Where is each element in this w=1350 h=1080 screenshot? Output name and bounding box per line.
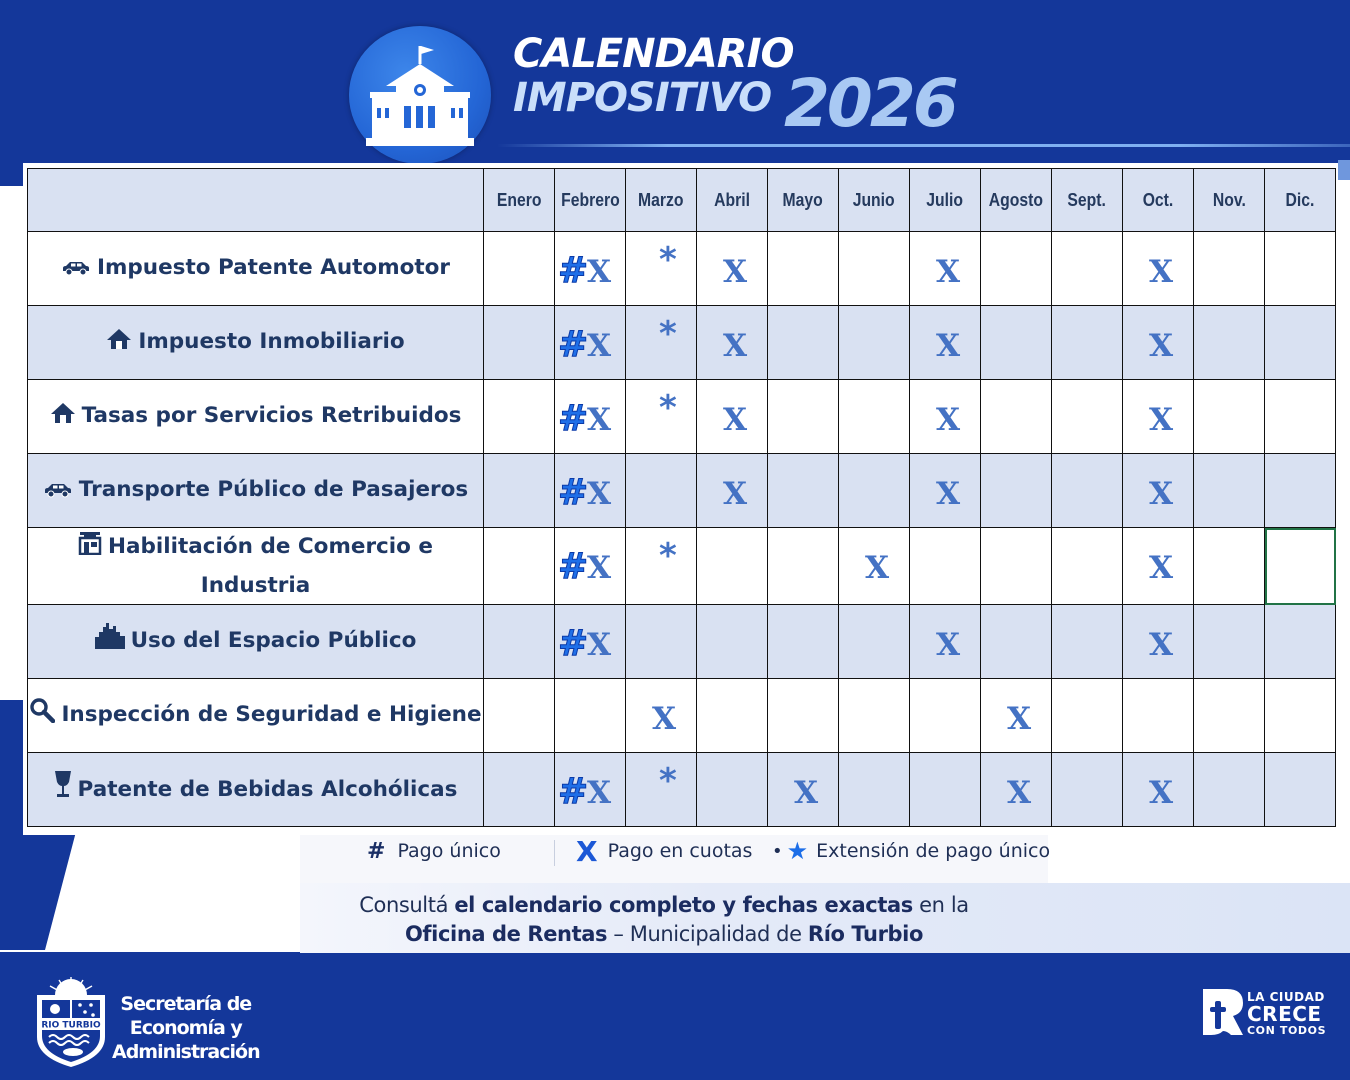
- schedule-cell-abril[interactable]: [697, 454, 768, 528]
- schedule-cell-agosto[interactable]: [981, 605, 1052, 679]
- schedule-cell-junio[interactable]: [839, 605, 910, 679]
- info-emphasis: el calendario completo y fechas exactas: [454, 893, 913, 917]
- schedule-cell-julio[interactable]: [910, 454, 981, 528]
- schedule-cell-febrero[interactable]: [555, 605, 626, 679]
- month-header-julio: [910, 169, 981, 232]
- schedule-cell-enero[interactable]: [484, 306, 555, 380]
- house-icon: [106, 325, 132, 362]
- asterisk-mark-icon: *: [659, 314, 677, 354]
- schedule-cell-abril[interactable]: [697, 306, 768, 380]
- schedule-cell-nov[interactable]: [1194, 528, 1265, 605]
- schedule-cell-dic[interactable]: [1265, 306, 1336, 380]
- tax-name: Transporte Público de Pasajeros: [78, 477, 469, 502]
- school-building-icon: [349, 26, 491, 164]
- schedule-cell-sept[interactable]: [1052, 454, 1123, 528]
- schedule-cell-julio[interactable]: [910, 306, 981, 380]
- storefront-icon: [78, 530, 102, 567]
- schedule-cell-nov[interactable]: [1194, 605, 1265, 679]
- tax-name: Impuesto Patente Automotor: [96, 255, 451, 280]
- month-header-dic: [1265, 169, 1336, 232]
- brand-slogan: [1247, 990, 1326, 1037]
- title-year: 2026: [784, 65, 956, 142]
- tax-name: Habilitación de Comercio e Industria: [107, 534, 433, 598]
- info-line-1: [300, 893, 1028, 917]
- month-label: Febrero: [560, 189, 620, 210]
- schedule-cell-mayo[interactable]: [768, 753, 839, 827]
- legend-label-extension: Extensión de pago único: [816, 840, 1051, 862]
- month-header-febrero: [555, 169, 626, 232]
- decor-left-tab: [0, 160, 23, 186]
- hash-mark-icon: #: [558, 546, 589, 587]
- x-mark-icon: X: [652, 701, 677, 737]
- schedule-cell-enero[interactable]: [484, 753, 555, 827]
- schedule-cell-junio[interactable]: [839, 232, 910, 306]
- x-mark-icon: X: [587, 254, 612, 290]
- month-header-junio: [839, 169, 910, 232]
- hash-mark-icon: #: [558, 623, 589, 664]
- table-row: [28, 306, 1336, 380]
- schedule-cell-nov[interactable]: [1194, 380, 1265, 454]
- table-row: [28, 232, 1336, 306]
- month-header-nov: [1194, 169, 1265, 232]
- month-header-agosto: [981, 169, 1052, 232]
- schedule-cell-enero[interactable]: [484, 679, 555, 753]
- month-header-sept: [1052, 169, 1123, 232]
- month-label: Oct.: [1142, 189, 1174, 210]
- brand-line-2: CRECE: [1247, 1002, 1322, 1026]
- x-mark-icon: X: [723, 402, 748, 438]
- info-text: en la: [912, 893, 969, 917]
- table-row: [28, 605, 1336, 679]
- schedule-cell-febrero[interactable]: [555, 232, 626, 306]
- schedule-cell-nov[interactable]: [1194, 306, 1265, 380]
- schedule-cell-marzo[interactable]: [626, 605, 697, 679]
- schedule-cell-junio[interactable]: [839, 528, 910, 605]
- asterisk-mark-icon: *: [659, 240, 677, 280]
- schedule-cell-mayo[interactable]: [768, 454, 839, 528]
- x-mark-icon: X: [587, 476, 612, 512]
- schedule-cell-marzo[interactable]: [626, 380, 697, 454]
- table-body: [28, 232, 1336, 827]
- title-underline: [497, 144, 1350, 147]
- x-mark-icon: X: [936, 402, 961, 438]
- city-name: Río Turbio: [807, 922, 924, 946]
- schedule-cell-abril[interactable]: [697, 605, 768, 679]
- tax-name-cell: [28, 232, 484, 306]
- city-icon: [95, 623, 125, 661]
- schedule-cell-dic[interactable]: [1265, 605, 1336, 679]
- month-header-mayo: [768, 169, 839, 232]
- info-line-2: [300, 922, 1028, 946]
- schedule-cell-enero[interactable]: [484, 528, 555, 605]
- schedule-cell-enero[interactable]: [484, 380, 555, 454]
- schedule-cell-junio[interactable]: [839, 380, 910, 454]
- schedule-cell-julio[interactable]: [910, 605, 981, 679]
- search-icon: [29, 697, 55, 735]
- schedule-cell-oct[interactable]: [1123, 753, 1194, 827]
- info-text: Consultá: [359, 893, 455, 917]
- schedule-cell-agosto[interactable]: [981, 679, 1052, 753]
- schedule-cell-sept[interactable]: [1052, 380, 1123, 454]
- legend-divider: [554, 840, 555, 866]
- schedule-cell-agosto[interactable]: [981, 306, 1052, 380]
- schedule-cell-dic[interactable]: [1265, 528, 1336, 605]
- tax-name-cell: [28, 380, 484, 454]
- schedule-cell-dic[interactable]: [1265, 232, 1336, 306]
- asterisk-mark-icon: *: [659, 388, 677, 428]
- legend-item-pago-unico: [367, 836, 501, 866]
- tax-name-cell: [28, 528, 484, 605]
- tax-name: Inspección de Seguridad e Higiene: [61, 702, 482, 727]
- hash-mark-icon: #: [558, 398, 589, 439]
- table-row: [28, 454, 1336, 528]
- office-name: Oficina de Rentas: [404, 922, 608, 946]
- hash-icon: #: [367, 838, 386, 864]
- schedule-cell-dic[interactable]: [1265, 380, 1336, 454]
- schedule-cell-sept[interactable]: [1052, 679, 1123, 753]
- schedule-cell-dic[interactable]: [1265, 454, 1336, 528]
- table-row: [28, 753, 1336, 827]
- tax-name: Patente de Bebidas Alcohólicas: [77, 776, 458, 802]
- x-mark-icon: X: [1149, 328, 1174, 364]
- legend-item-pago-en-cuotas: [576, 836, 752, 866]
- crest-text: RIO TURBIO: [41, 1020, 101, 1031]
- schedule-cell-oct[interactable]: [1123, 528, 1194, 605]
- tax-calendar-table-container: [23, 163, 1338, 835]
- schedule-cell-agosto[interactable]: [981, 232, 1052, 306]
- schedule-cell-febrero[interactable]: [555, 454, 626, 528]
- month-label: Dic.: [1285, 189, 1315, 210]
- table-row: [28, 679, 1336, 753]
- x-mark-icon: X: [723, 254, 748, 290]
- x-mark-icon: X: [587, 402, 612, 438]
- month-label: Junio: [853, 189, 895, 210]
- month-label: Sept.: [1067, 189, 1107, 210]
- schedule-cell-dic[interactable]: [1265, 753, 1336, 827]
- schedule-cell-febrero[interactable]: [555, 528, 626, 605]
- schedule-cell-junio[interactable]: [839, 306, 910, 380]
- schedule-cell-enero[interactable]: [484, 454, 555, 528]
- x-mark-icon: X: [936, 627, 961, 663]
- x-mark-icon: X: [1149, 775, 1174, 811]
- decor-right-tab: [1338, 160, 1350, 180]
- car-icon: [61, 251, 91, 288]
- month-label: Agosto: [988, 189, 1044, 210]
- schedule-cell-oct[interactable]: [1123, 454, 1194, 528]
- month-header-oct: [1123, 169, 1194, 232]
- schedule-cell-julio[interactable]: [910, 528, 981, 605]
- schedule-cell-oct[interactable]: [1123, 380, 1194, 454]
- secretaria-name: [112, 992, 260, 1064]
- schedule-cell-febrero[interactable]: [555, 679, 626, 753]
- schedule-cell-julio[interactable]: [910, 753, 981, 827]
- schedule-cell-sept[interactable]: [1052, 232, 1123, 306]
- schedule-cell-marzo[interactable]: [626, 753, 697, 827]
- table-row: [28, 528, 1336, 605]
- month-label: Mayo: [782, 189, 824, 210]
- tax-name-cell: [28, 454, 484, 528]
- title-line-2: IMPOSITIVO: [513, 75, 772, 121]
- month-label: Julio: [926, 189, 964, 210]
- schedule-cell-julio[interactable]: [910, 380, 981, 454]
- hash-mark-icon: #: [558, 472, 589, 513]
- schedule-cell-oct[interactable]: [1123, 679, 1194, 753]
- schedule-cell-marzo[interactable]: [626, 232, 697, 306]
- x-mark-icon: X: [1149, 550, 1174, 586]
- rio-turbio-crest-logo: [33, 975, 109, 1073]
- schedule-cell-mayo[interactable]: [768, 528, 839, 605]
- schedule-cell-oct[interactable]: [1123, 232, 1194, 306]
- schedule-cell-abril[interactable]: [697, 380, 768, 454]
- x-mark-icon: X: [1149, 402, 1174, 438]
- x-mark-icon: X: [587, 328, 612, 364]
- schedule-cell-marzo[interactable]: [626, 679, 697, 753]
- schedule-cell-nov[interactable]: [1194, 679, 1265, 753]
- hash-mark-icon: #: [558, 324, 589, 365]
- schedule-cell-julio[interactable]: [910, 679, 981, 753]
- secretaria-line-1: Secretaría de: [120, 993, 252, 1015]
- schedule-cell-agosto[interactable]: [981, 454, 1052, 528]
- x-mark-icon: X: [587, 775, 612, 811]
- x-mark-icon: X: [587, 550, 612, 586]
- x-mark-icon: X: [1149, 476, 1174, 512]
- x-mark-icon: X: [936, 476, 961, 512]
- asterisk-mark-icon: *: [659, 536, 677, 576]
- schedule-cell-junio[interactable]: [839, 454, 910, 528]
- house-icon: [50, 399, 76, 436]
- month-header-abril: [697, 169, 768, 232]
- tax-name: Uso del Espacio Público: [130, 628, 417, 653]
- month-label: Enero: [496, 189, 542, 210]
- tax-name: Tasas por Servicios Retribuidos: [81, 403, 462, 428]
- schedule-cell-enero[interactable]: [484, 232, 555, 306]
- hash-mark-icon: #: [558, 250, 589, 291]
- schedule-cell-sept[interactable]: [1052, 306, 1123, 380]
- x-mark-icon: X: [865, 550, 890, 586]
- schedule-cell-sept[interactable]: [1052, 753, 1123, 827]
- schedule-cell-agosto[interactable]: [981, 528, 1052, 605]
- schedule-cell-febrero[interactable]: [555, 306, 626, 380]
- legend-item-extension: [772, 836, 1050, 866]
- x-mark-icon: X: [1149, 627, 1174, 663]
- schedule-cell-nov[interactable]: [1194, 753, 1265, 827]
- schedule-cell-agosto[interactable]: [981, 380, 1052, 454]
- secretaria-line-3: Administración: [112, 1041, 260, 1063]
- car-icon: [43, 473, 73, 510]
- schedule-cell-mayo[interactable]: [768, 306, 839, 380]
- schedule-cell-febrero[interactable]: [555, 753, 626, 827]
- schedule-cell-enero[interactable]: [484, 605, 555, 679]
- x-mark-icon: X: [794, 775, 819, 811]
- x-mark-icon: X: [1007, 775, 1032, 811]
- x-mark-icon: X: [723, 328, 748, 364]
- hash-mark-icon: #: [558, 771, 589, 812]
- legend-label-pago-en-cuotas: Pago en cuotas: [607, 840, 753, 862]
- x-mark-icon: X: [723, 476, 748, 512]
- schedule-cell-abril[interactable]: [697, 232, 768, 306]
- tax-calendar-table: [27, 168, 1336, 827]
- title-line-1: CALENDARIO: [513, 31, 794, 77]
- x-mark-icon: X: [1149, 254, 1174, 290]
- schedule-cell-febrero[interactable]: [555, 380, 626, 454]
- schedule-cell-marzo[interactable]: [626, 528, 697, 605]
- schedule-cell-sept[interactable]: [1052, 605, 1123, 679]
- asterisk-mark-icon: *: [659, 761, 677, 801]
- x-mark-icon: X: [576, 834, 598, 868]
- x-mark-icon: X: [587, 627, 612, 663]
- x-mark-icon: X: [936, 328, 961, 364]
- schedule-cell-marzo[interactable]: [626, 454, 697, 528]
- schedule-cell-junio[interactable]: [839, 679, 910, 753]
- x-mark-icon: X: [936, 254, 961, 290]
- schedule-cell-mayo[interactable]: [768, 380, 839, 454]
- la-ciudad-crece-logo: [1201, 987, 1245, 1041]
- schedule-cell-abril[interactable]: [697, 753, 768, 827]
- wine-glass-icon: [54, 770, 72, 810]
- schedule-cell-agosto[interactable]: [981, 753, 1052, 827]
- table-row: [28, 380, 1336, 454]
- schedule-cell-nov[interactable]: [1194, 232, 1265, 306]
- tax-name-cell: [28, 306, 484, 380]
- schedule-cell-abril[interactable]: [697, 679, 768, 753]
- tax-name-cell: [28, 605, 484, 679]
- schedule-cell-junio[interactable]: [839, 753, 910, 827]
- schedule-cell-oct[interactable]: [1123, 306, 1194, 380]
- schedule-cell-mayo[interactable]: [768, 679, 839, 753]
- month-header-marzo: [626, 169, 697, 232]
- bullet-icon: •: [772, 840, 783, 862]
- month-label: Marzo: [638, 189, 684, 210]
- schedule-cell-mayo[interactable]: [768, 605, 839, 679]
- schedule-cell-marzo[interactable]: [626, 306, 697, 380]
- month-header-enero: [484, 169, 555, 232]
- header-corner-cell: [28, 169, 484, 232]
- schedule-cell-dic[interactable]: [1265, 679, 1336, 753]
- brand-line-3: CON TODOS: [1247, 1024, 1327, 1037]
- info-text: – Municipalidad de: [607, 922, 808, 946]
- tax-name: Impuesto Inmobiliario: [138, 329, 405, 354]
- table-header-row: [28, 169, 1336, 232]
- schedule-cell-sept[interactable]: [1052, 528, 1123, 605]
- brand-line-1: LA CIUDAD: [1247, 990, 1325, 1004]
- month-label: Nov.: [1212, 189, 1246, 210]
- star-icon: ★: [786, 837, 809, 865]
- schedule-cell-nov[interactable]: [1194, 454, 1265, 528]
- schedule-cell-julio[interactable]: [910, 232, 981, 306]
- secretaria-line-2: Economía y: [129, 1017, 242, 1039]
- schedule-cell-mayo[interactable]: [768, 232, 839, 306]
- legend-label-pago-unico: Pago único: [397, 840, 501, 862]
- schedule-cell-oct[interactable]: [1123, 605, 1194, 679]
- schedule-cell-abril[interactable]: [697, 528, 768, 605]
- tax-name-cell: [28, 679, 484, 753]
- x-mark-icon: X: [1007, 701, 1032, 737]
- month-label: Abril: [714, 189, 750, 210]
- tax-name-cell: [28, 753, 484, 827]
